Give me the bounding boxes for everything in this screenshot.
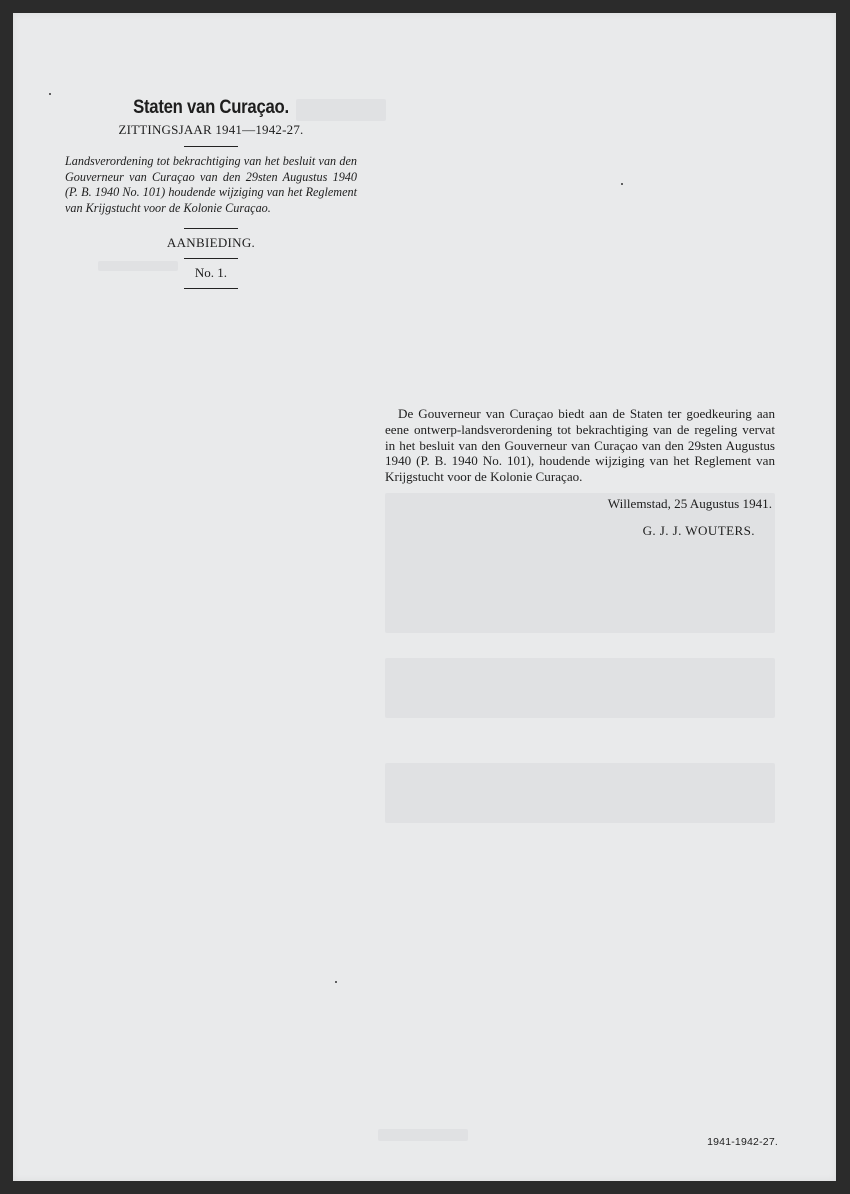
bleed-through-shadow — [378, 1129, 468, 1141]
place-date: Willemstad, 25 Augustus 1941. — [607, 495, 772, 511]
signature: G. J. J. WOUTERS. — [642, 522, 755, 538]
footer-code: 1941-1942-27. — [707, 1136, 778, 1148]
bleed-through-shadow — [385, 658, 775, 718]
bleed-through-shadow — [385, 763, 775, 823]
document-page — [13, 13, 836, 1181]
document-number: No. 1. — [194, 265, 228, 281]
header-block — [65, 93, 357, 289]
session-year: ZITTINGSJAAR 1941—1942-27. — [118, 122, 304, 137]
divider — [184, 288, 238, 289]
subject-text: Landsverordening tot bekrachtiging van het besluit van den Gouverneur van Curaçao van den 29sten Augustus 1940 (P. B. 1940 No. 101) houdende wijziging van het Reglement van Krijgstucht voor de Kolonie Curaçao. — [65, 154, 357, 215]
divider — [184, 258, 238, 259]
speck — [49, 93, 51, 95]
speck — [335, 981, 337, 983]
body-block — [385, 406, 775, 539]
page-title: Staten van Curaçao. — [133, 97, 289, 118]
document-type: AANBIEDING. — [166, 235, 256, 251]
body-paragraph: De Gouverneur van Curaçao biedt aan de Staten ter goedkeuring aan eene ontwerp-landsverordening tot bekrachtiging van de regeling vervat in het besluit van den Gouverneur van Curaçao van den 29sten Augustus 1940 (P. B. 1940 No. 101), houdende wijziging van het Reglement van Krijgstucht voor de Kolonie Curaçao. — [385, 406, 775, 485]
divider — [184, 146, 238, 147]
divider — [184, 228, 238, 229]
speck — [621, 183, 623, 185]
